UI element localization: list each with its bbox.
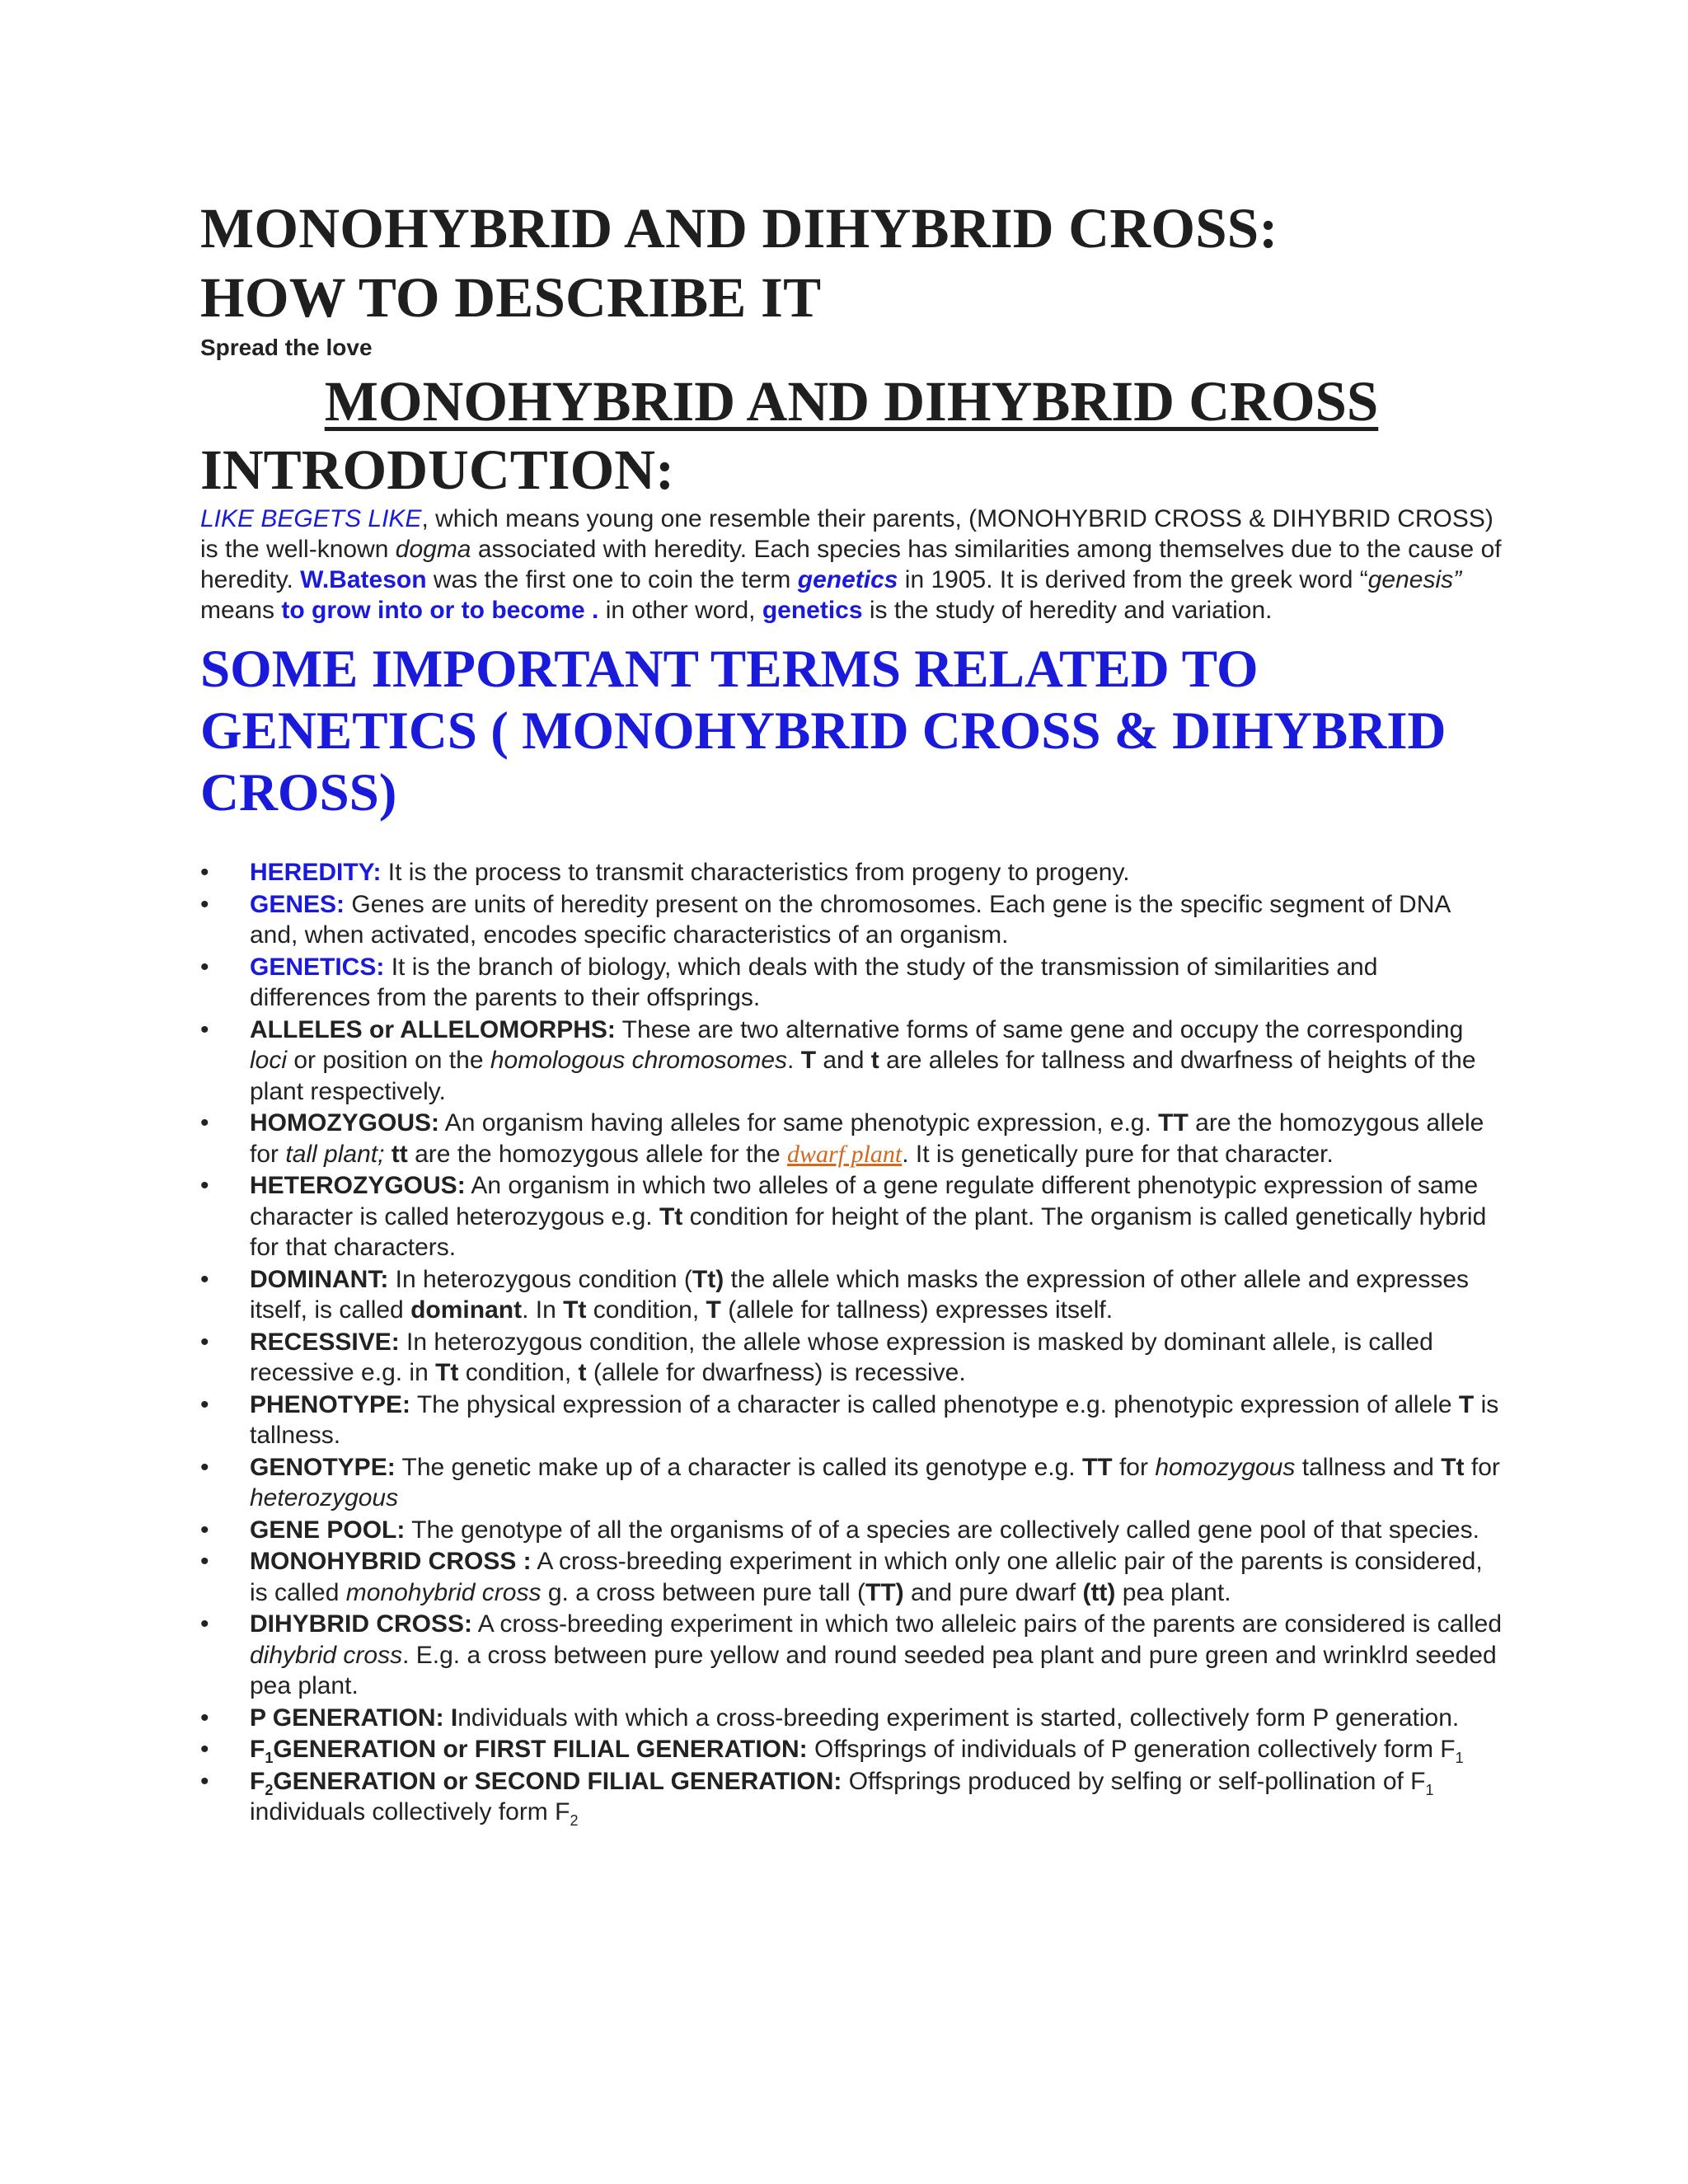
term-f1-generation xyxy=(200,1734,1503,1765)
term-text: . E.g. a cross between pure yellow and round seeded pea plant and pure green and wrinklrd seeded pea plant. xyxy=(250,1641,1497,1699)
term-text: Tt xyxy=(563,1296,587,1324)
term-label xyxy=(250,1767,842,1798)
term-label: GENE POOL: xyxy=(250,1516,406,1544)
like-begets-like-phrase: LIKE BEGETS LIKE xyxy=(200,505,422,532)
term-f2-generation xyxy=(200,1766,1503,1828)
subscript: 2 xyxy=(265,1781,274,1798)
term-label: P GENERATION: I xyxy=(250,1704,458,1732)
term-label: HETEROZYGOUS: xyxy=(250,1172,466,1199)
important-terms-heading: SOME IMPORTANT TERMS RELATED TO GENETICS ( MONOHYBRID CROSS & DIHYBRID CROSS) xyxy=(200,640,1447,823)
term-text: Offsprings produced by selfing or self-pollination of F xyxy=(842,1767,1426,1795)
intro-text: is the study of heredity and variation. xyxy=(862,597,1273,624)
term-text: In heterozygous condition ( xyxy=(388,1265,692,1293)
term-label: GENOTYPE: xyxy=(250,1453,396,1481)
term-text: T xyxy=(706,1296,721,1324)
intro-text: in 1905. It is derived from the greek word “ xyxy=(898,566,1368,593)
term-label xyxy=(250,1736,808,1766)
term-text: for xyxy=(1464,1453,1500,1481)
term-p-generation xyxy=(200,1703,1503,1734)
term-homozygous xyxy=(200,1108,1503,1169)
term-text: TT) xyxy=(865,1578,904,1606)
introduction-paragraph xyxy=(200,504,1503,626)
term-text: and xyxy=(816,1047,871,1074)
term-label: GENETICS: xyxy=(250,953,385,981)
term-text: is tallness. xyxy=(250,1390,1499,1449)
term-text: homologous chromosomes xyxy=(490,1047,788,1074)
subscript: 1 xyxy=(265,1750,274,1766)
term-text: In heterozygous condition, the allele whose expression is masked by dominant allele, is called recessive e.g. in xyxy=(250,1328,1433,1386)
term-text: T xyxy=(800,1047,817,1074)
term-gene-pool xyxy=(200,1515,1503,1546)
term-text: g. a cross between pure tall ( xyxy=(541,1578,866,1606)
term-text: and pure dwarf xyxy=(903,1578,1083,1606)
term-text: t xyxy=(870,1047,879,1074)
term-text: . It is genetically pure for that character. xyxy=(902,1140,1334,1168)
intro-text: in other word, xyxy=(598,597,762,624)
term-recessive xyxy=(200,1327,1503,1389)
term-text: the allele which masks the expression of other allele and expresses itself, is called xyxy=(250,1265,1470,1324)
term-text: Tt) xyxy=(692,1265,724,1293)
title-line-2: HOW TO DESCRIBE IT xyxy=(200,266,822,329)
term-heterozygous xyxy=(200,1170,1503,1263)
bateson-name: W.Bateson xyxy=(300,566,427,593)
term-genotype xyxy=(200,1452,1503,1514)
subscript: 1 xyxy=(1425,1781,1434,1798)
term-text: An organism having alleles for same phenotypic expression, e.g. xyxy=(439,1109,1159,1137)
grow-into-phrase: to grow into or to become . xyxy=(281,597,599,624)
intro-dogma: dogma xyxy=(395,536,471,563)
term-label-part: F xyxy=(250,1736,265,1763)
spread-the-love-label: Spread the love xyxy=(200,335,373,360)
introduction-heading: INTRODUCTION: xyxy=(200,438,675,501)
term-text: Offsprings of individuals of P generation collectively form F xyxy=(807,1736,1456,1763)
genetics-term: genetics xyxy=(797,566,898,593)
term-text: TT xyxy=(1158,1109,1189,1137)
term-text: Tt xyxy=(1441,1453,1465,1481)
term-label: PHENOTYPE: xyxy=(250,1390,411,1418)
document-title xyxy=(200,194,1503,332)
term-heredity xyxy=(200,857,1503,888)
term-label: MONOHYBRID CROSS : xyxy=(250,1548,532,1575)
term-text: t xyxy=(578,1359,587,1386)
term-text: tallness and xyxy=(1295,1453,1442,1481)
term-label: RECESSIVE: xyxy=(250,1328,400,1356)
term-genes xyxy=(200,889,1503,951)
section-heading: MONOHYBRID AND DIHYBRID CROSS xyxy=(324,370,1379,433)
term-text: Genes are units of heredity present on the chromosomes. Each gene is the specific segment of DNA and, when activated, encodes specific characteristics of an organism. xyxy=(250,890,1450,949)
term-text xyxy=(384,1141,391,1168)
term-label-part: F xyxy=(250,1767,265,1795)
title-line-1: MONOHYBRID AND DIHYBRID CROSS: xyxy=(200,197,1278,260)
terms-list xyxy=(200,857,1503,1828)
intro-text: means xyxy=(200,597,282,624)
term-text: are alleles for tallness and dwarfness of heights of the plant respectively. xyxy=(250,1047,1476,1105)
intro-text: associated with heredity. Each species has similarities among themselves due to the cause of heredity. xyxy=(200,536,1502,593)
term-label: GENES: xyxy=(250,890,345,918)
term-text: tall plant; xyxy=(285,1140,385,1168)
subscript: 1 xyxy=(1455,1750,1464,1766)
intro-text: , which means young one resemble their parents, (MONOHYBRID CROSS & DIHYBRID CROSS) is the well-known xyxy=(200,505,1493,563)
term-text: A cross-breeding experiment in which only one allelic pair of the parents is considered, is called xyxy=(250,1548,1483,1606)
genesis-word: genesis” xyxy=(1367,566,1462,593)
term-label-part: GENERATION or FIRST FILIAL GENERATION: xyxy=(273,1736,808,1763)
term-text: individuals collectively form F xyxy=(250,1798,570,1825)
term-text: or position on the xyxy=(287,1047,490,1074)
term-genetics xyxy=(200,952,1503,1014)
term-text: The genetic make up of a character is called its genotype e.g. xyxy=(395,1453,1082,1481)
term-text: are the homozygous allele for xyxy=(250,1109,1484,1168)
term-alleles xyxy=(200,1015,1503,1108)
term-text: tt xyxy=(391,1140,408,1168)
term-text: T xyxy=(1458,1390,1475,1418)
term-text: condition for height of the plant. The organism is called genetically hybrid for that characters. xyxy=(250,1202,1487,1261)
term-label: HOMOZYGOUS: xyxy=(250,1109,439,1137)
term-text: The physical expression of a character is called phenotype e.g. phenotypic expression of allele xyxy=(410,1390,1459,1418)
term-text: TT xyxy=(1081,1453,1113,1481)
term-text: The genotype of all the organisms of of a species are collectively called gene pool of that species. xyxy=(405,1516,1479,1544)
term-text: It is the branch of biology, which deals with the study of the transmission of similarities and differences from the parents to their offsprings. xyxy=(250,953,1378,1011)
term-label: DIHYBRID CROSS: xyxy=(250,1610,473,1638)
term-text: dihybrid cross xyxy=(250,1641,403,1669)
term-text: A cross-breeding experiment in which two alleleic pairs of the parents are considered is called xyxy=(472,1610,1502,1638)
term-dominant xyxy=(200,1264,1503,1326)
genetics-term: genetics xyxy=(762,597,863,624)
term-text: homozygous xyxy=(1155,1453,1296,1481)
term-phenotype xyxy=(200,1390,1503,1451)
document-content xyxy=(200,194,1503,1829)
term-text: . In xyxy=(522,1296,564,1324)
term-text: Tt xyxy=(659,1202,683,1230)
term-text: condition, xyxy=(458,1359,579,1386)
term-text: (allele for dwarfness) is recessive. xyxy=(586,1359,966,1386)
intro-text: was the first one to coin the term xyxy=(426,566,798,593)
term-monohybrid-cross xyxy=(200,1546,1503,1608)
subscript: 2 xyxy=(570,1812,579,1829)
term-label: HEREDITY: xyxy=(250,859,382,886)
term-text: It is the process to transmit characteristics from progeny to progeny. xyxy=(381,859,1130,886)
term-text: These are two alternative forms of same gene and occupy the corresponding xyxy=(615,1015,1464,1043)
term-text: dominant xyxy=(410,1296,523,1324)
term-text: condition, xyxy=(586,1296,706,1324)
term-text: monohybrid cross xyxy=(345,1578,542,1606)
term-text: (allele for tallness) expresses itself. xyxy=(720,1296,1114,1324)
term-dihybrid-cross xyxy=(200,1609,1503,1702)
term-text: An organism in which two alleles of a gene regulate different phenotypic expression of same character is called heterozygous e.g. xyxy=(250,1172,1479,1230)
term-text: ndividuals with which a cross-breeding experiment is started, collectively form P generation. xyxy=(457,1704,1460,1732)
term-text: . xyxy=(787,1047,801,1074)
term-text: for xyxy=(1112,1453,1156,1481)
term-label-part: GENERATION or SECOND FILIAL GENERATION: xyxy=(273,1767,842,1795)
term-text: loci xyxy=(250,1047,288,1074)
term-text: (tt) xyxy=(1082,1578,1116,1606)
term-label: DOMINANT: xyxy=(250,1265,389,1293)
term-text: heterozygous xyxy=(250,1484,399,1511)
term-text: Tt xyxy=(435,1359,459,1386)
dwarf-plant-link[interactable]: dwarf plant xyxy=(787,1140,903,1168)
term-text: are the homozygous allele for the xyxy=(407,1140,788,1168)
term-text: pea plant. xyxy=(1115,1578,1231,1606)
term-label: ALLELES or ALLELOMORPHS: xyxy=(250,1015,616,1043)
